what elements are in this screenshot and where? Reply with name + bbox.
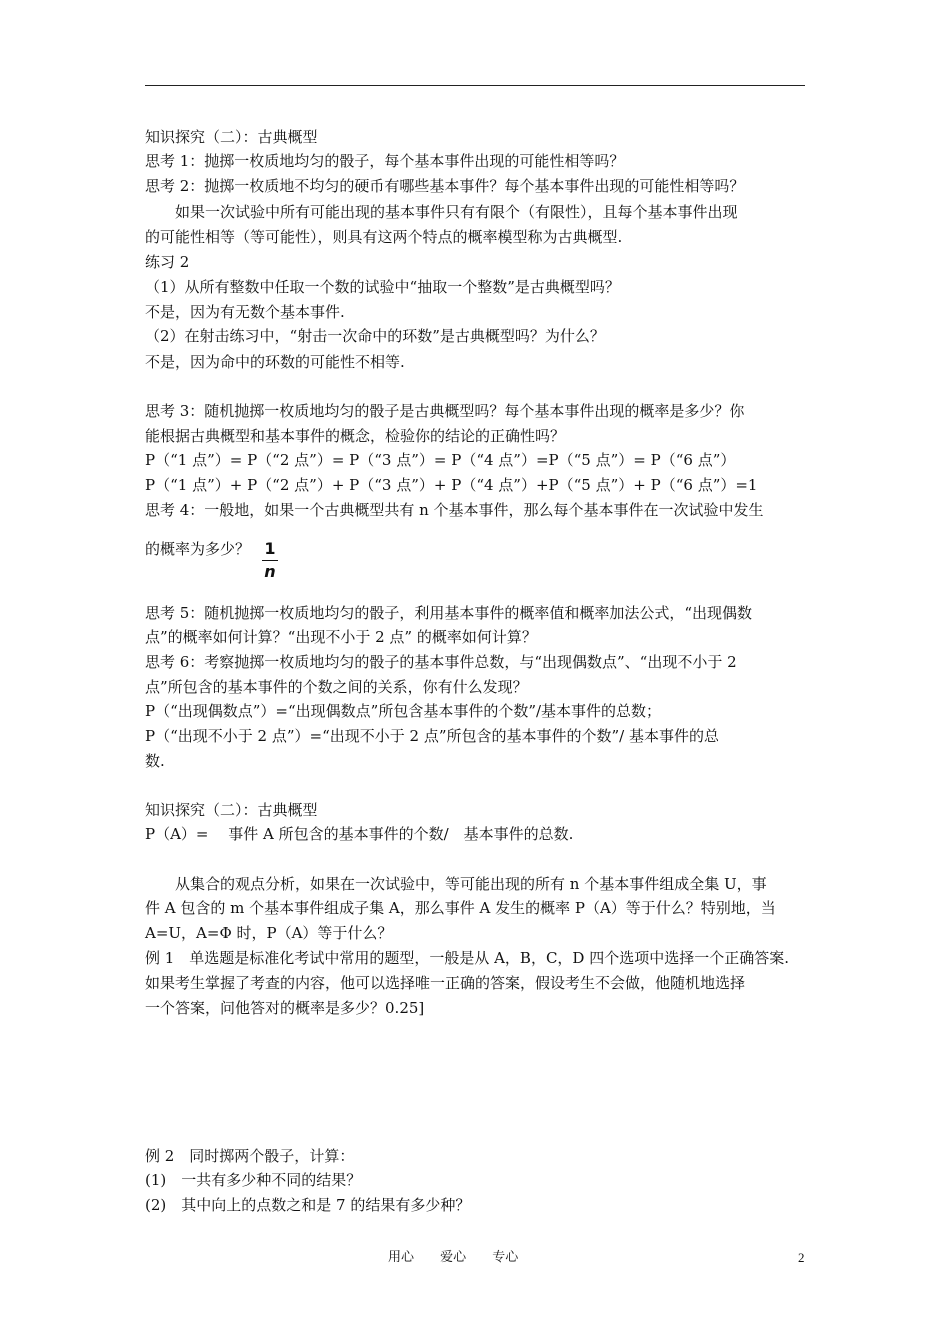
- ge2-probability-formula: P（“出现不小于 2 点”）=“出现不小于 2 点”所包含的基本事件的个数”/ 基本事件的总: [145, 727, 719, 745]
- think-6-line-2: 点”所包含的基本事件的个数之间的关系，你有什么发现？: [145, 678, 528, 696]
- fraction-bar: [262, 560, 278, 561]
- page-number: 2: [798, 1250, 805, 1265]
- example-1-line-1: 例 1 单选题是标准化考试中常用的题型，一般是从 A，B，C，D 四个选项中选择一个正确答案.: [145, 949, 789, 967]
- sum-probabilities: P（“1 点”）+ P（“2 点”）+ P（“3 点”）+ P（“4 点”）+P（“5 点”）+ P（“6 点”）=1: [145, 476, 758, 494]
- ge2-probability-formula-end: 数.: [145, 752, 165, 770]
- equal-probabilities: P（“1 点”）= P（“2 点”）= P（“3 点”）= P（“4 点”）=P（“5 点”）= P（“6 点”）: [145, 451, 736, 469]
- definition-line-1: 如果一次试验中所有可能出现的基本事件只有有限个（有限性），且每个基本事件出现: [175, 203, 738, 221]
- think-5-line-2: 点”的概率如何计算？“出现不小于 2 点” 的概率如何计算？: [145, 628, 537, 646]
- classical-probability-formula: P（A）= 事件 A 所包含的基本事件的个数/ 基本事件的总数.: [145, 825, 574, 843]
- footer-motto: 用心 爱心 专心: [388, 1250, 519, 1265]
- fraction-numerator: 1: [264, 539, 276, 558]
- one-over-n-fraction: [262, 540, 278, 581]
- even-probability-formula: P（“出现偶数点”）=“出现偶数点”所包含基本事件的个数”/基本事件的总数；: [145, 702, 662, 720]
- think-5-line-1: 思考 5：随机抛掷一枚质地均匀的骰子，利用基本事件的概率值和概率加法公式，“出现偶数: [145, 604, 752, 622]
- think-4-line-2: 的概率为多少？: [145, 540, 251, 558]
- example-1-line-2: 如果考生掌握了考查的内容，他可以选择唯一正确的答案，假设考生不会做，他随机地选择: [145, 974, 746, 992]
- think-6-line-1: 思考 6：考察抛掷一枚质地均匀的骰子的基本事件总数，与“出现偶数点”、“出现不小于 2: [145, 653, 737, 671]
- exercise-heading: 练习 2: [145, 253, 190, 271]
- set-view-line-3: A=U，A=Φ 时，P（A）等于什么？: [145, 924, 393, 942]
- example-1-line-3: 一个答案，问他答对的概率是多少？0.25]: [145, 999, 425, 1017]
- think-1: 思考 1：抛掷一枚质地均匀的骰子，每个基本事件出现的可能性相等吗？: [145, 152, 625, 170]
- set-view-line-1: 从集合的观点分析，如果在一次试验中，等可能出现的所有 n 个基本事件组成全集 U，事: [175, 875, 767, 893]
- exercise-a2: 不是，因为命中的环数的可能性不相等.: [145, 353, 405, 371]
- think-2: 思考 2：抛掷一枚质地不均匀的硬币有哪些基本事件？每个基本事件出现的可能性相等吗？: [145, 177, 745, 195]
- header-rule: [145, 85, 805, 86]
- example-2-q2: (2) 其中向上的点数之和是 7 的结果有多少种？: [145, 1196, 471, 1214]
- think-3-line-2: 能根据古典概型和基本事件的概念，检验你的结论的正确性吗？: [145, 427, 566, 445]
- think-4-line-1: 思考 4：一般地，如果一个古典概型共有 n 个基本事件，那么每个基本事件在一次试验中发生: [145, 501, 764, 519]
- fraction-denominator: n: [264, 562, 276, 581]
- definition-line-2: 的可能性相等（等可能性），则具有这两个特点的概率模型称为古典概型.: [145, 228, 623, 246]
- section-heading-1: 知识探究（二）：古典概型: [145, 128, 318, 146]
- section-heading-2: 知识探究（二）：古典概型: [145, 801, 318, 819]
- exercise-q1: （1）从所有整数中任取一个数的试验中“抽取一个整数”是古典概型吗？: [145, 278, 620, 296]
- example-2-q1: (1) 一共有多少种不同的结果？: [145, 1171, 362, 1189]
- exercise-q2: （2）在射击练习中，“射击一次命中的环数”是古典概型吗？为什么？: [145, 327, 605, 345]
- set-view-line-2: 件 A 包含的 m 个基本事件组成子集 A，那么事件 A 发生的概率 P（A）等于什么？特别地，当: [145, 899, 776, 917]
- think-3-line-1: 思考 3：随机抛掷一枚质地均匀的骰子是古典概型吗？每个基本事件出现的概率是多少？你: [145, 402, 745, 420]
- exercise-a1: 不是，因为有无数个基本事件.: [145, 303, 345, 321]
- example-2-heading: 例 2 同时掷两个骰子，计算：: [145, 1147, 355, 1165]
